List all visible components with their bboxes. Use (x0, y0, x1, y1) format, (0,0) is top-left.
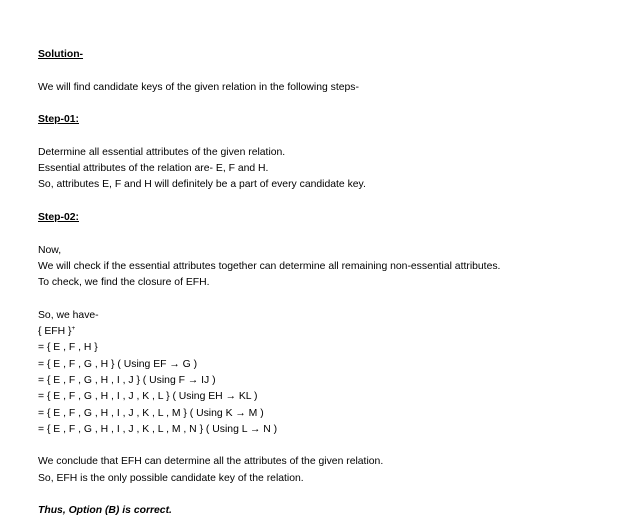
spacer (38, 128, 618, 144)
spacer (38, 194, 618, 210)
spacer (38, 487, 618, 503)
closure-superscript: + (71, 325, 76, 333)
closure-step: = { E , F , G , H , I , J , K , L , M , N } ( Using L → N ) (38, 423, 278, 435)
step2-line: Now, (38, 244, 62, 256)
closure-expression-base: { EFH } (38, 326, 72, 338)
solution-slide (38, 47, 618, 520)
spacer (38, 96, 618, 112)
step1-heading: Step-01: (38, 114, 79, 126)
intro-text: We will find candidate keys of the given relation in the following steps- (38, 81, 359, 93)
closure-step: = { E , F , H } (38, 342, 98, 354)
closure-step: = { E , F , G , H , I , J } ( Using F → IJ ) (38, 374, 216, 386)
spacer (38, 226, 618, 242)
step1-line: So, attributes E, F and H will definitely be a part of every candidate key. (38, 179, 366, 191)
spacer (38, 63, 618, 79)
step1-line: Determine all essential attributes of the given relation. (38, 146, 286, 158)
final-answer: Thus, Option (B) is correct. (38, 505, 172, 517)
closure-step: = { E , F , G , H , I , J , K , L , M } ( Using K → M ) (38, 407, 264, 419)
step2-line: To check, we find the closure of EFH. (38, 277, 210, 289)
closure-step: = { E , F , G , H , I , J , K , L } ( Using EH → KL ) (38, 391, 258, 403)
step2-line: We will check if the essential attributes together can determine all remaining non-essential attributes. (38, 260, 501, 272)
solution-heading: Solution- (38, 49, 84, 60)
closure-intro: So, we have- (38, 309, 99, 321)
step1-line: Essential attributes of the relation are- E, F and H. (38, 163, 269, 175)
step2-heading: Step-02: (38, 211, 79, 223)
conclusion-line: We conclude that EFH can determine all the attributes of the given relation. (38, 456, 384, 468)
closure-step: = { E , F , G , H } ( Using EF → G ) (38, 358, 198, 370)
closure-expression (38, 324, 618, 340)
spacer (38, 291, 618, 307)
spacer (38, 438, 618, 454)
conclusion-line: So, EFH is the only possible candidate key of the relation. (38, 472, 304, 484)
